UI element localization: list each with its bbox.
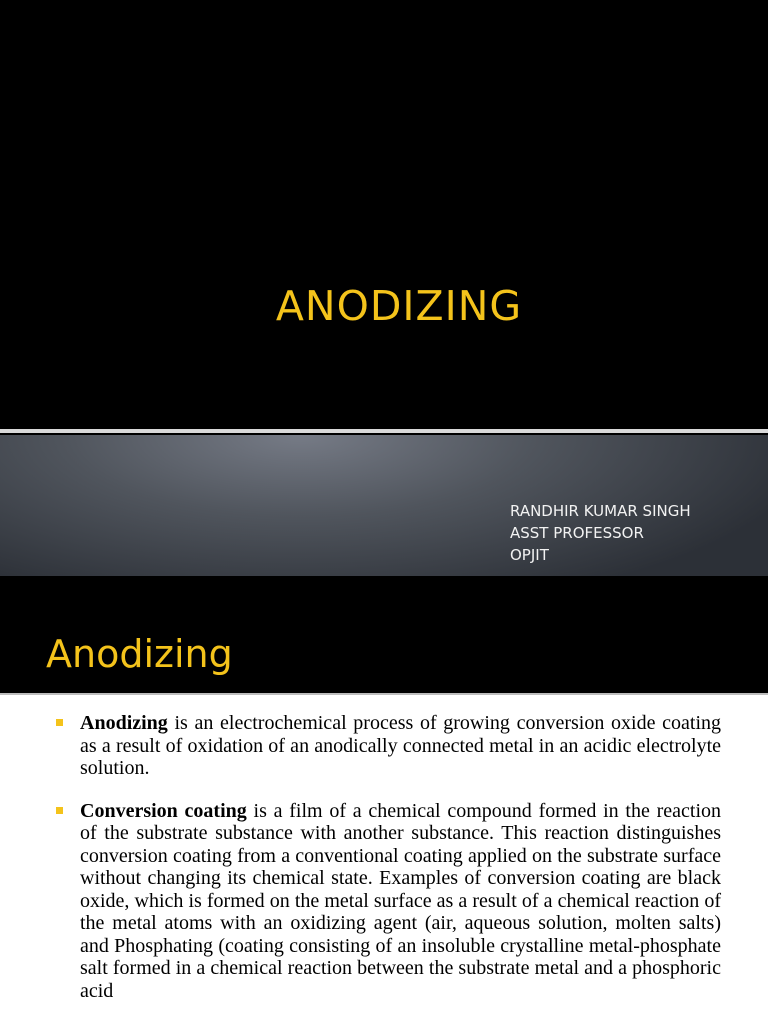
bullet-text: is a film of a chemical compound formed in the reaction of the substrate substance with another substance. This reaction distinguishes conversion coating from a conventional coating applied on the substrate surface without changing its chemical state. Examples of conversion coating are black oxide, which is formed on the metal surface as a result of a chemical reaction of the metal atoms with an oxidizing agent (air, aqueous solution, molten salts) and Phosphating (coating consisting of an insoluble crystalline metal-phosphate salt formed in a chemical reaction between the substrate metal and a phosphoric acid xyxy=(80,799,722,1002)
header-rule xyxy=(0,693,768,695)
square-bullet-icon xyxy=(56,719,63,726)
content-slide-header xyxy=(0,576,768,693)
author-name: RANDHIR KUMAR SINGH xyxy=(510,502,691,520)
title-slide-heading: ANODIZING xyxy=(275,282,523,330)
title-slide-divider xyxy=(0,429,768,433)
bullet-term: Conversion coating xyxy=(80,799,247,822)
author-block xyxy=(510,500,691,566)
author-institution: OPJIT xyxy=(510,546,549,564)
bullet-list xyxy=(56,712,721,1022)
bullet-item-anodizing xyxy=(56,712,721,780)
bullet-term: Anodizing xyxy=(80,712,168,734)
bullet-item-conversion-coating xyxy=(56,800,721,1003)
content-slide-title: Anodizing xyxy=(46,632,233,676)
bullet-text: is an electrochemical process of growing conversion oxide coating as a result of oxidation of an anodically connected metal in an acidic electrolyte solution. xyxy=(80,712,721,779)
content-slide xyxy=(0,576,768,1024)
square-bullet-icon xyxy=(56,807,63,814)
author-position: ASST PROFESSOR xyxy=(510,524,644,542)
